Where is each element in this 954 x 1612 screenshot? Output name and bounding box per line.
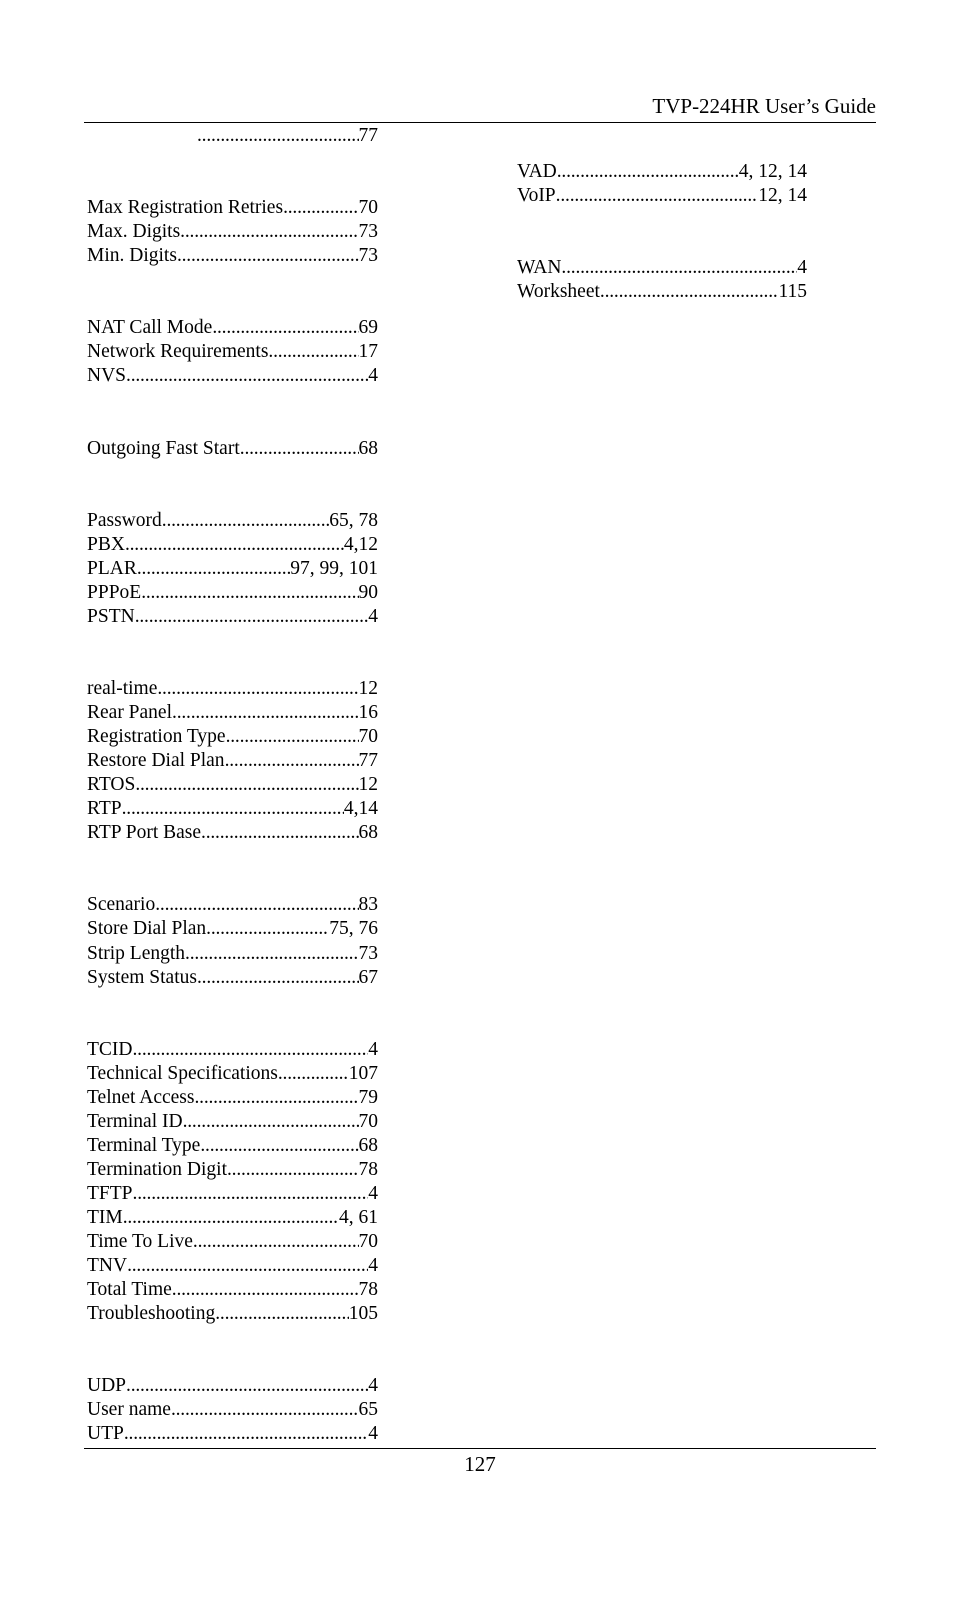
dot-leader [556,184,759,208]
index-entry [87,1110,378,1134]
index-term: User name [87,1399,171,1421]
index-letter-group [517,256,807,304]
index-entry [87,1254,378,1278]
index-pages: 75, 76 [329,918,378,940]
dot-leader [171,1398,359,1422]
index-entry [87,1086,378,1110]
index-term: Worksheet [517,281,600,303]
index-term: UDP [87,1375,127,1397]
index-letter-group [87,509,378,629]
index-entry [87,605,378,629]
index-letter-group [87,677,378,845]
index-entry [87,1374,378,1398]
index-term: TNV [87,1255,128,1277]
index-entry-continuation [87,124,378,148]
index-entry [87,1158,378,1182]
page-number: 127 [464,1452,496,1476]
index-pages: 68 [358,1134,378,1156]
index-pages: 78 [358,1279,378,1301]
dot-leader [133,1182,369,1206]
dot-leader [227,1158,359,1182]
index-term: UTP [87,1423,124,1445]
dot-leader [268,340,358,364]
index-pages: 4 [368,1423,378,1445]
index-entry [87,1206,378,1230]
index-term: Restore Dial Plan [87,750,225,772]
index-pages: 73 [358,221,378,243]
index-entry [517,184,807,208]
dot-leader [201,821,358,845]
index-entry [87,581,378,605]
index-term: PBX [87,533,125,555]
footer-rule [84,1448,876,1449]
index-letter-group [87,1038,378,1327]
index-entry [87,1062,378,1086]
dot-leader [127,1254,368,1278]
index-letter-group [87,196,378,268]
index-entry [87,364,378,388]
index-pages: 16 [358,702,378,724]
index-term: Technical Specifications [87,1062,278,1084]
dot-leader [122,797,344,821]
index-term: RTP Port Base [87,822,202,844]
index-term: Min. Digits [87,245,177,267]
index-term: TCID [87,1038,133,1060]
index-entry [517,256,807,280]
index-term: RTP [87,798,122,820]
dot-leader [212,316,358,340]
dot-leader [133,1038,369,1062]
dot-leader [557,160,739,184]
index-entry [517,280,807,304]
dot-leader [137,557,290,581]
index-term: NVS [87,365,127,387]
index-pages: 67 [358,966,378,988]
index-letter-group [87,1374,378,1446]
dot-leader [155,893,358,917]
index-term: Telnet Access [87,1086,195,1108]
index-term: Rear Panel [87,702,173,724]
index-entry [87,1422,378,1446]
index-term: Scenario [87,894,156,916]
dot-leader [283,196,358,220]
index-pages: 4,14 [343,798,378,820]
index-term: Terminal Type [87,1134,201,1156]
index-column-right [517,160,807,304]
index-entry [87,893,378,917]
index-entry [87,1230,378,1254]
index-entry [87,1278,378,1302]
dot-leader [172,701,358,725]
index-term: RTOS [87,774,136,796]
index-entry [87,557,378,581]
index-entry [87,509,378,533]
index-pages: 4 [368,1182,378,1204]
index-term: Network Requirements [87,341,269,363]
index-pages: 105 [348,1303,378,1325]
index-term: Total Time [87,1279,172,1301]
index-entry [87,749,378,773]
index-term: real-time [87,677,158,699]
index-pages: 115 [778,281,807,303]
index-pages: 78 [358,1158,378,1180]
index-entry [87,1038,378,1062]
dot-leader [185,942,358,966]
index-pages: 4 [368,1038,378,1060]
index-term: Password [87,509,162,531]
index-letter-group [517,160,807,208]
index-pages: 73 [358,942,378,964]
index-entry [517,160,807,184]
index-pages: 70 [358,726,378,748]
index-entry [87,1302,378,1326]
dot-leader [206,917,329,941]
index-entry [87,316,378,340]
dot-leader [172,1278,359,1302]
index-pages: 4 [797,257,807,279]
index-letter-group [87,893,378,989]
dot-leader [124,1422,368,1446]
index-term: Registration Type [87,726,226,748]
dot-leader [600,280,779,304]
dot-leader [193,1230,359,1254]
index-pages: 79 [358,1086,378,1108]
index-entry [87,942,378,966]
index-term: Store Dial Plan [87,918,207,940]
index-term: Outgoing Fast Start [87,437,240,459]
index-pages: 4, 61 [339,1207,378,1229]
index-pages: 4 [368,1375,378,1397]
index-term: NAT Call Mode [87,317,213,339]
dot-leader [135,605,369,629]
index-pages: 12 [358,677,378,699]
index-entry [87,437,378,461]
dot-leader [194,1086,358,1110]
index-column-left [87,124,378,1446]
index-entry [87,1134,378,1158]
dot-leader [126,364,368,388]
dot-leader [197,966,359,990]
index-entry [87,220,378,244]
dot-leader [141,581,358,605]
index-pages: 4 [368,605,378,627]
index-entry [87,966,378,990]
running-header-title: TVP-224HR User’s Guide [652,94,876,118]
index-pages: 90 [358,581,378,603]
index-entry [87,821,378,845]
index-term: PLAR [87,557,137,579]
index-term: Strip Length [87,942,186,964]
index-pages: 107 [348,1062,378,1084]
index-pages: 69 [358,317,378,339]
dot-leader [225,749,359,773]
index-entry [87,773,378,797]
index-pages: 83 [358,894,378,916]
header-rule [84,122,876,123]
index-pages: 68 [358,822,378,844]
index-term: VAD [517,161,557,182]
index-entry [87,725,378,749]
index-letter-group [87,316,378,388]
index-term: System Status [87,966,197,988]
index-entry [87,196,378,220]
index-term: Troubleshooting [87,1303,216,1325]
dot-leader [157,677,358,701]
index-pages: 4,12 [343,533,378,555]
index-letter-group [87,437,378,461]
index-pages: 97, 99, 101 [290,557,378,579]
dot-leader [123,1206,339,1230]
index-term: PPPoE [87,581,142,603]
dot-leader [135,773,358,797]
dot-leader [226,725,359,749]
index-pages: 65, 78 [329,509,378,531]
index-entry [87,244,378,268]
index-pages: 4 [368,365,378,387]
index-entry [87,701,378,725]
index-entry [87,1398,378,1422]
index-entry [87,677,378,701]
index-pages: 12 [358,774,378,796]
index-term: Terminal ID [87,1110,183,1132]
index-pages: 77 [358,125,378,146]
index-term: TIM [87,1207,123,1229]
dot-leader [197,124,359,148]
index-term: WAN [517,257,562,279]
index-entry [87,533,378,557]
index-pages: 68 [358,437,378,459]
index-term: PSTN [87,605,135,627]
index-pages: 70 [358,197,378,219]
index-term: TFTP [87,1182,133,1204]
index-term: Max Registration Retries [87,197,284,219]
index-pages: 70 [358,1231,378,1253]
index-pages: 17 [358,341,378,363]
dot-leader [200,1134,358,1158]
index-pages: 77 [358,750,378,772]
index-term: VoIP [517,185,556,207]
dot-leader [126,1374,368,1398]
dot-leader [240,437,359,461]
index-pages: 70 [358,1110,378,1132]
dot-leader [183,1110,359,1134]
index-entry [87,340,378,364]
index-entry [87,797,378,821]
index-pages: 12, 14 [758,185,807,207]
dot-leader [180,220,358,244]
dot-leader [162,509,329,533]
dot-leader [125,533,344,557]
index-pages: 4, 12, 14 [738,161,807,182]
index-entry [87,917,378,941]
index-entry [87,1182,378,1206]
dot-leader [278,1062,349,1086]
index-term: Max. Digits [87,221,181,243]
dot-leader [215,1302,349,1326]
index-term: Termination Digit [87,1158,227,1180]
dot-leader [561,256,797,280]
dot-leader [177,244,359,268]
index-pages: 65 [358,1399,378,1421]
index-term: Time To Live [87,1231,193,1253]
index-pages: 4 [368,1255,378,1277]
index-pages: 73 [358,245,378,267]
